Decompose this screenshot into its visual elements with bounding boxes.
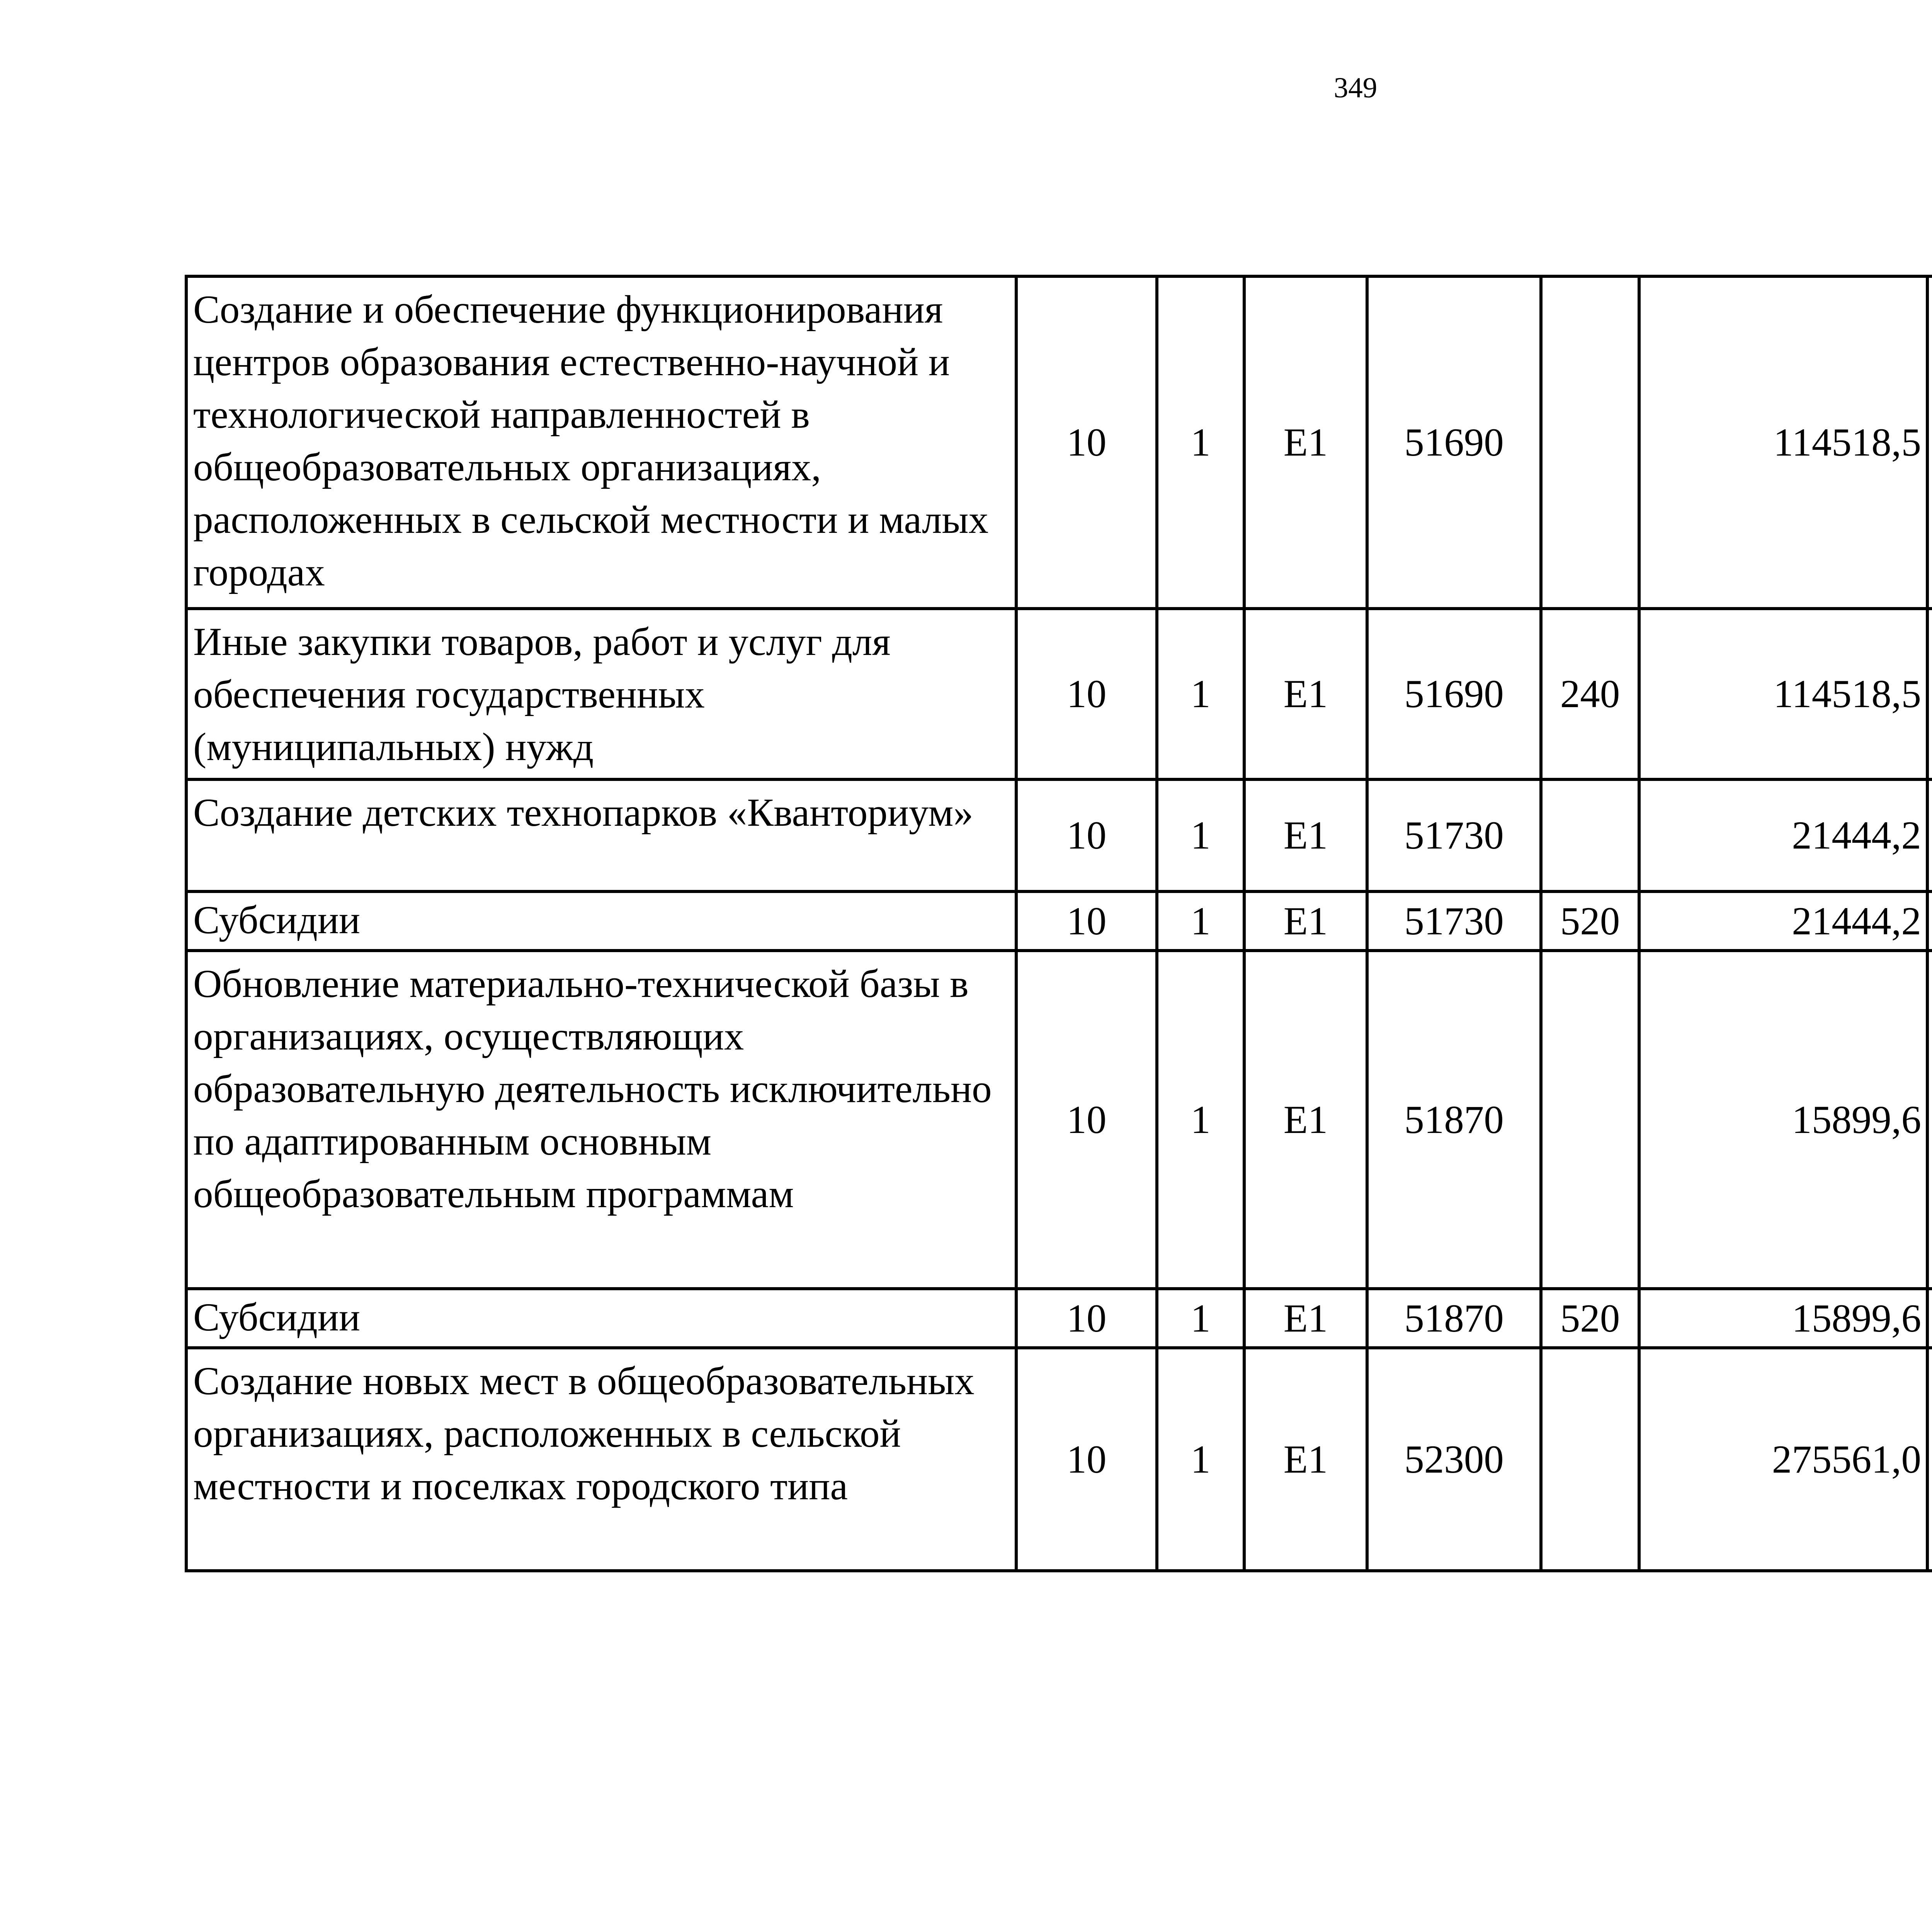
cell-amount-2 — [1927, 891, 1932, 951]
row-name: Создание детских технопарков «Кванториум» — [186, 779, 1016, 891]
cell-amount-2 — [1927, 1348, 1932, 1571]
cell-program: E1 — [1244, 779, 1367, 891]
table-row — [186, 1289, 1932, 1348]
cell-amount-1: 21444,2 — [1639, 779, 1927, 891]
cell-amount-1: 15899,6 — [1639, 1289, 1927, 1348]
table-row — [186, 276, 1932, 609]
row-name: Субсидии — [186, 1289, 1016, 1348]
cell-direction: 51690 — [1367, 276, 1541, 609]
row-name: Создание новых мест в общеобразовательных организациях, расположенных в сельской местности и поселках городского типа — [186, 1348, 1016, 1571]
cell-expense-type — [1541, 779, 1639, 891]
cell-section: 10 — [1016, 891, 1157, 951]
cell-subsection: 1 — [1157, 891, 1244, 951]
cell-section: 10 — [1016, 779, 1157, 891]
row-name: Иные закупки товаров, работ и услуг для обеспечения государственных (муниципальных) нужд — [186, 609, 1016, 779]
budget-table — [185, 275, 1932, 1572]
cell-amount-2 — [1927, 1289, 1932, 1348]
cell-direction: 51690 — [1367, 609, 1541, 779]
cell-direction: 51870 — [1367, 951, 1541, 1289]
table-row — [186, 609, 1932, 779]
cell-program: E1 — [1244, 609, 1367, 779]
cell-program: E1 — [1244, 1348, 1367, 1571]
cell-amount-2 — [1927, 779, 1932, 891]
cell-subsection: 1 — [1157, 276, 1244, 609]
cell-program: E1 — [1244, 276, 1367, 609]
row-name: Создание и обеспечение функционирования центров образования естественно-научной и технологической направленностей в общеобразовательных организациях, расположенных в сельской местности и малых городах — [186, 276, 1016, 609]
cell-expense-type: 520 — [1541, 1289, 1639, 1348]
cell-program: E1 — [1244, 1289, 1367, 1348]
cell-subsection: 1 — [1157, 951, 1244, 1289]
cell-expense-type: 520 — [1541, 891, 1639, 951]
cell-expense-type — [1541, 951, 1639, 1289]
cell-subsection: 1 — [1157, 1289, 1244, 1348]
cell-section: 10 — [1016, 951, 1157, 1289]
table-row — [186, 1348, 1932, 1571]
table-row — [186, 951, 1932, 1289]
cell-subsection: 1 — [1157, 1348, 1244, 1571]
cell-section: 10 — [1016, 609, 1157, 779]
cell-direction: 51730 — [1367, 891, 1541, 951]
cell-section: 10 — [1016, 1348, 1157, 1571]
cell-expense-type: 240 — [1541, 609, 1639, 779]
cell-direction: 51870 — [1367, 1289, 1541, 1348]
cell-expense-type — [1541, 1348, 1639, 1571]
cell-subsection: 1 — [1157, 779, 1244, 891]
cell-amount-1: 114518,5 — [1639, 609, 1927, 779]
row-name: Субсидии — [186, 891, 1016, 951]
cell-amount-1: 21444,2 — [1639, 891, 1927, 951]
cell-program: E1 — [1244, 951, 1367, 1289]
cell-subsection: 1 — [1157, 609, 1244, 779]
cell-amount-2 — [1927, 951, 1932, 1289]
cell-direction: 52300 — [1367, 1348, 1541, 1571]
page-number: 349 — [1333, 72, 1378, 104]
cell-direction: 51730 — [1367, 779, 1541, 891]
cell-expense-type — [1541, 276, 1639, 609]
cell-amount-1: 15899,6 — [1639, 951, 1927, 1289]
cell-program: E1 — [1244, 891, 1367, 951]
cell-section: 10 — [1016, 276, 1157, 609]
cell-amount-1: 114518,5 — [1639, 276, 1927, 609]
cell-amount-2 — [1927, 276, 1932, 609]
table-row — [186, 779, 1932, 891]
table-row — [186, 891, 1932, 951]
row-name: Обновление материально-технической базы в организациях, осуществляющих образовательную деятельность исключительно по адаптированным основным общеобразовательным программам — [186, 951, 1016, 1289]
cell-amount-2 — [1927, 609, 1932, 779]
cell-amount-1: 275561,0 — [1639, 1348, 1927, 1571]
cell-section: 10 — [1016, 1289, 1157, 1348]
